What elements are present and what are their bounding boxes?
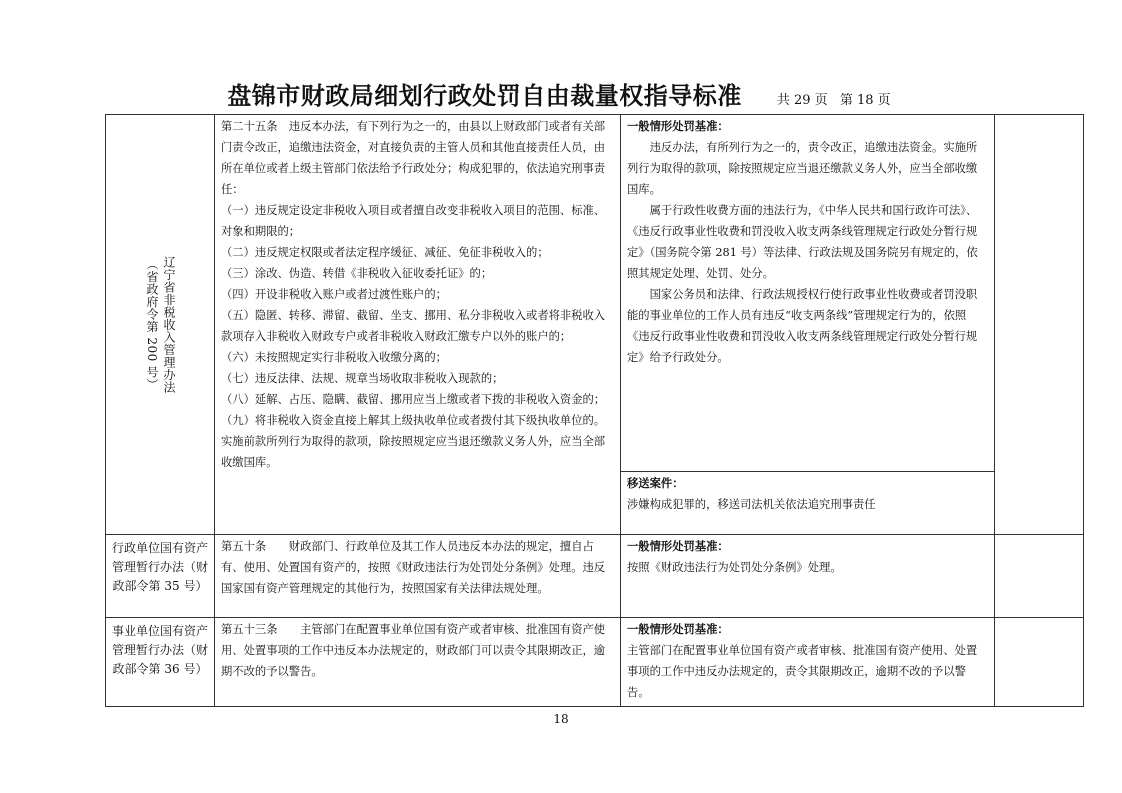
provision-item: （五）隐匿、转移、滞留、截留、坐支、挪用、私分非税收入或者将非税收入款项存入非税收入财政专户或者非税收入财政汇缴专户以外的账户的； xyxy=(221,309,606,343)
provision-item: （八）延解、占压、隐瞒、截留、挪用应当上缴或者下拨的非税收入资金的； xyxy=(221,393,606,406)
provision-item: （三）涂改、伪造、转借《非税收入征收委托证》的； xyxy=(221,267,493,280)
remarks-cell xyxy=(995,535,1084,618)
provision-cell xyxy=(215,115,621,535)
standard-heading: 一般情形处罚基准： xyxy=(627,622,729,636)
provision-item: （七）违反法律、法规、规章当场收取非税收入现款的； xyxy=(221,372,504,385)
provision-cell: 第五十三条 主管部门在配置事业单位国有资产或者审核、批准国有资产使用、处置事项的工作中违反本办法规定的，财政部门可以责令其限期改正，逾期不改的予以警告。 xyxy=(215,618,621,707)
law-name: 辽宁省非税收入管理办法 xyxy=(162,255,176,394)
provision-item: （六）未按照规定实行非税收入收缴分离的； xyxy=(221,351,447,364)
standard-cell xyxy=(621,115,995,472)
table-row xyxy=(106,115,1084,472)
standard-text: 违反办法，有所列行为之一的，责令改正，追缴违法资金。实施所列行为取得的款项，除按照规定应当退还缴款义务人外，应当全部收缴国库。 xyxy=(627,141,978,196)
penalty-standards-table xyxy=(105,114,1084,707)
law-source: （省政府令第 200 号） xyxy=(145,257,159,392)
law-name-cell: 事业单位国有资产管理暂行办法（财政部令第 36 号） xyxy=(106,618,215,707)
page-number: 18 xyxy=(553,712,569,726)
table-row xyxy=(106,618,1084,707)
standard-heading: 一般情形处罚基准： xyxy=(627,119,729,133)
remarks-cell xyxy=(995,115,1084,535)
page-header xyxy=(0,76,1122,111)
provision-item: （一）违反规定设定非税收入项目或者擅自改变非税收入项目的范围、标准、对象和期限的； xyxy=(221,204,606,238)
page-info xyxy=(773,93,895,108)
table-row xyxy=(106,535,1084,618)
current-page: 第 18 页 xyxy=(839,93,891,108)
transfer-text: 涉嫌构成犯罪的，移送司法机关依法追究刑事责任 xyxy=(627,498,876,511)
standard-text: 国家公务员和法律、行政法规授权行使行政事业性收费或者罚没职能的事业单位的工作人员有违反“收支两条线”管理规定行为的，依照《违反行政事业性收费和罚没收入收支两条线管理规定行政处分暂行规定》给予行政处分。 xyxy=(627,288,978,364)
provision-item: （九）将非税收入资金直接上解其上级执收单位或者拨付其下级执收单位的。 xyxy=(221,414,606,427)
standard-text: 属于行政性收费方面的违法行为，《中华人民共和国行政许可法》、《违反行政事业性收费和罚没收入收支两条线管理规定行政处分暂行规定》（国务院令第 281 号）等法律、行政法规及国务院另有规定的，依照其规定处理、处罚、处分。 xyxy=(627,204,978,280)
provision-item: （四）开设非税收入账户或者过渡性账户的； xyxy=(221,288,447,301)
law-name-cell: 行政单位国有资产管理暂行办法（财政部令第 35 号） xyxy=(106,535,215,618)
standard-cell xyxy=(621,618,995,707)
standard-text: 主管部门在配置事业单位国有资产或者审核、批准国有资产使用、处置事项的工作中违反办法规定的，责令其限期改正，逾期不改的予以警告。 xyxy=(627,644,978,699)
remarks-cell xyxy=(995,618,1084,707)
provision-text: 第二十五条 违反本办法，有下列行为之一的，由县以上财政部门或者有关部门责令改正，追缴违法资金，对直接负责的主管人员和其他直接责任人员，由所在单位或者上级主管部门依法给予行政处分；构成犯罪的，依法追究刑事责任： xyxy=(221,120,606,196)
standard-heading: 一般情形处罚基准： xyxy=(627,539,729,553)
provision-cell: 第五十条 财政部门、行政单位及其工作人员违反本办法的规定，擅自占有、使用、处置国有资产的，按照《财政违法行为处罚处分条例》处理。违反国家国有资产管理规定的其他行为，按照国家有关法律法规处理。 xyxy=(215,535,621,618)
provision-text: 实施前款所列行为取得的款项，除按照规定应当退还缴款义务人外，应当全部收缴国库。 xyxy=(221,435,606,469)
document-title: 盘锦市财政局细划行政处罚自由裁量权指导标准 xyxy=(227,82,742,110)
total-pages: 共 29 页 xyxy=(776,93,828,108)
standard-text: 按照《财政违法行为处罚处分条例》处理。 xyxy=(627,561,842,574)
transfer-cell xyxy=(621,472,995,535)
transfer-heading: 移送案件： xyxy=(627,476,684,490)
law-name-cell xyxy=(106,115,215,535)
standard-cell xyxy=(621,535,995,618)
provision-item: （二）违反规定权限或者法定程序缓征、减征、免征非税收入的； xyxy=(221,246,549,259)
